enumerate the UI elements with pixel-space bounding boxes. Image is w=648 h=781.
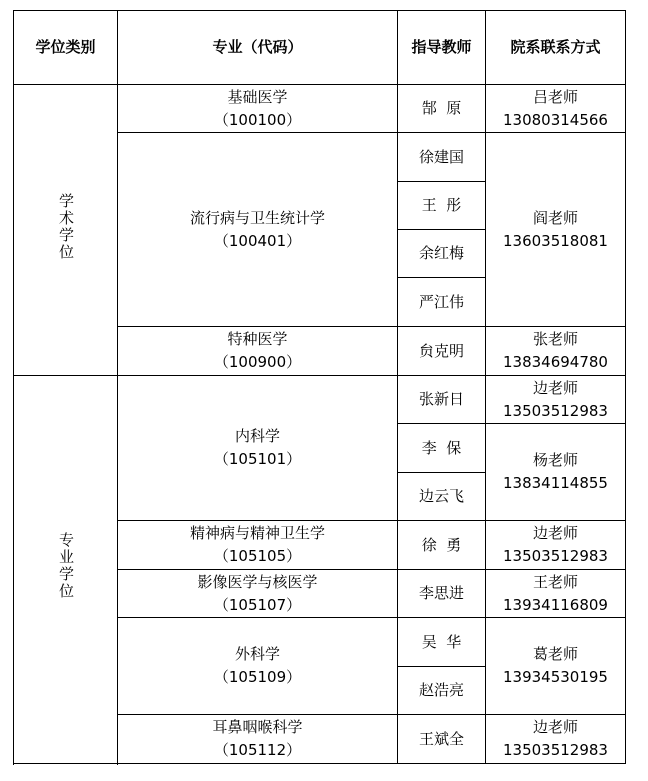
major-cell xyxy=(118,715,398,764)
contact-phone: 13503512983 xyxy=(503,741,608,759)
teacher-cell: 李思进 xyxy=(398,570,486,618)
teacher-cell: 徐建国 xyxy=(398,133,486,182)
contact-phone: 13934530195 xyxy=(503,668,608,686)
major-name: 影像医学与核医学 xyxy=(197,572,318,591)
major-code: （105105） xyxy=(213,547,302,565)
teacher-cell: 严江伟 xyxy=(398,278,486,327)
category-label: 专业学位 xyxy=(57,532,75,600)
teacher-cell: 徐 勇 xyxy=(398,521,486,570)
major-name: 耳鼻咽喉科学 xyxy=(212,718,303,736)
contact-name: 边老师 xyxy=(532,524,578,542)
contact-phone: 13834114855 xyxy=(503,474,608,492)
major-name: 精神病与精神卫生学 xyxy=(189,524,325,542)
major-code: （100401） xyxy=(213,231,302,250)
teacher-cell: 吴 华 xyxy=(398,618,486,667)
contact-phone: 13934116809 xyxy=(503,595,608,614)
teacher-cell: 李 保 xyxy=(398,424,486,473)
contact-cell xyxy=(486,376,626,424)
major-code: （100900） xyxy=(213,353,302,371)
major-code: （105101） xyxy=(213,450,302,468)
teacher-cell: 王斌全 xyxy=(398,715,486,764)
major-name: 基础医学 xyxy=(227,87,288,106)
degree-table xyxy=(13,10,626,764)
contact-cell xyxy=(486,715,626,764)
header-row xyxy=(14,11,626,85)
contact-name: 葛老师 xyxy=(532,645,578,663)
teacher-cell: 余红梅 xyxy=(398,230,486,278)
major-name: 内科学 xyxy=(234,427,280,445)
category-professional xyxy=(14,376,118,764)
teacher-cell: 贠克明 xyxy=(398,327,486,376)
teacher-cell: 张新日 xyxy=(398,376,486,424)
contact-name: 阎老师 xyxy=(532,208,578,227)
contact-phone: 13834694780 xyxy=(503,353,608,371)
major-name: 特种医学 xyxy=(227,330,288,348)
major-name: 外科学 xyxy=(234,645,280,663)
teacher-cell: 王 彤 xyxy=(398,182,486,230)
major-code: （105109） xyxy=(213,668,302,686)
contact-cell xyxy=(486,85,626,133)
contact-cell xyxy=(486,521,626,570)
contact-name: 吕老师 xyxy=(532,87,578,106)
contact-phone: 13503512983 xyxy=(503,547,608,565)
contact-cell xyxy=(486,327,626,376)
major-code: （100100） xyxy=(213,110,302,129)
contact-cell xyxy=(486,424,626,521)
contact-name: 王老师 xyxy=(532,572,578,591)
major-code: （105112） xyxy=(213,741,302,759)
contact-cell xyxy=(486,133,626,327)
major-cell xyxy=(118,570,398,618)
contact-name: 边老师 xyxy=(532,718,578,736)
table-row xyxy=(14,85,626,133)
major-cell xyxy=(118,133,398,327)
header-teacher: 指导教师 xyxy=(398,11,486,85)
contact-cell xyxy=(486,570,626,618)
teacher-cell: 郜 原 xyxy=(398,85,486,133)
teacher-cell: 赵浩亮 xyxy=(398,667,486,715)
contact-phone: 13503512983 xyxy=(503,401,608,420)
major-name: 流行病与卫生统计学 xyxy=(189,208,325,227)
major-cell xyxy=(118,85,398,133)
header-major: 专业（代码） xyxy=(118,11,398,85)
category-label: 学术学位 xyxy=(57,192,75,261)
header-category: 学位类别 xyxy=(14,11,118,85)
header-contact: 院系联系方式 xyxy=(486,11,626,85)
contact-phone: 13603518081 xyxy=(503,231,608,250)
major-cell xyxy=(118,327,398,376)
contact-name: 杨老师 xyxy=(532,451,578,469)
table-row xyxy=(14,376,626,424)
major-cell xyxy=(118,618,398,715)
category-academic xyxy=(14,85,118,376)
major-cell xyxy=(118,521,398,570)
contact-phone: 13080314566 xyxy=(503,110,608,129)
contact-name: 边老师 xyxy=(532,378,578,397)
major-cell xyxy=(118,376,398,521)
contact-name: 张老师 xyxy=(532,330,578,348)
major-code: （105107） xyxy=(213,595,302,614)
teacher-cell: 边云飞 xyxy=(398,473,486,521)
contact-cell xyxy=(486,618,626,715)
